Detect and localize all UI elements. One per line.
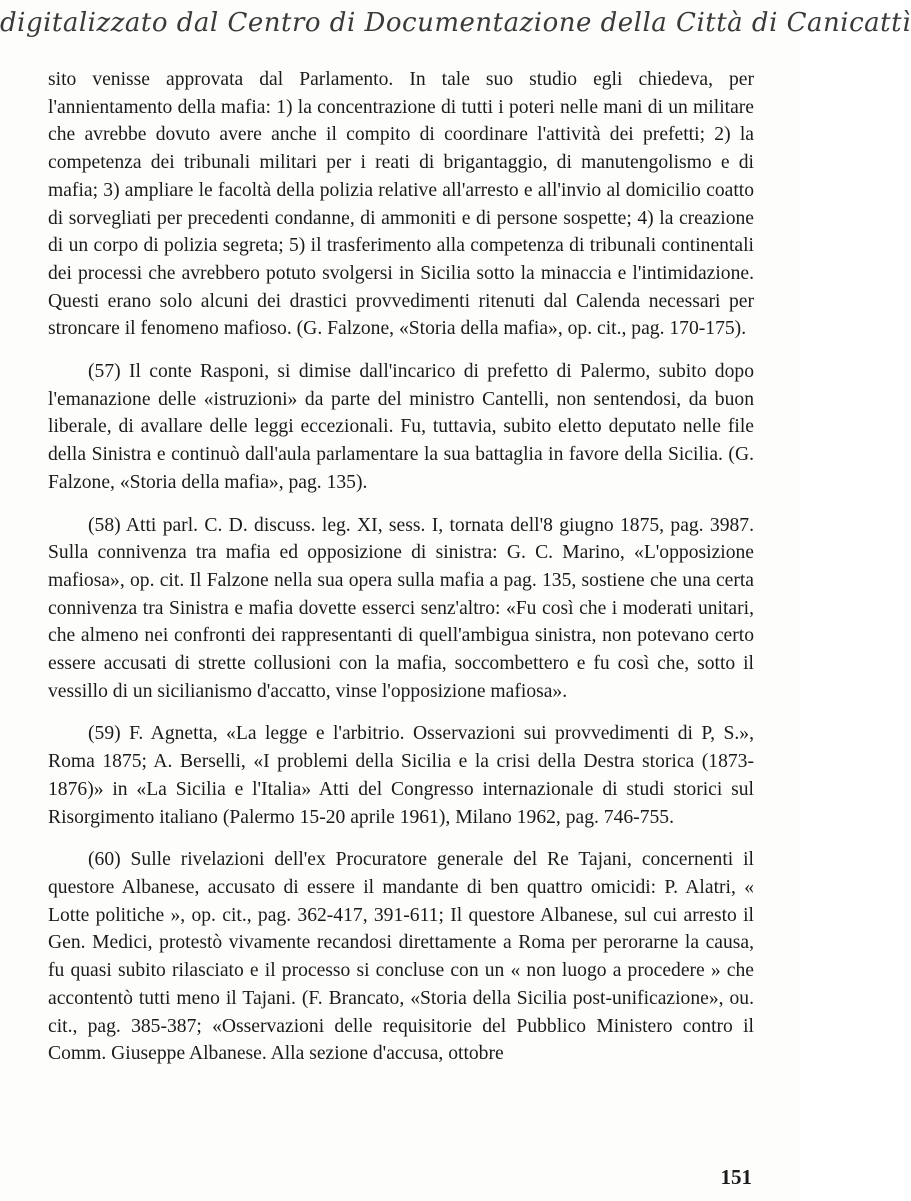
digitization-watermark: digitalizzato dal Centro di Documentazione della Città di Canicattì	[0, 8, 911, 38]
footnote-58: (58) Atti parl. C. D. discuss. leg. XI, sess. I, tornata dell'8 giugno 1875, pag. 3987. Sulla connivenza tra mafia ed opposizione di sinistra: G. C. Marino, «L'opposizione mafiosa», op. cit. Il Falzone nella sua opera sulla mafia a pag. 135, sostiene che una certa connivenza tra Sinistra e mafia dovette esserci senz'altro: «Fu così che i moderati unitari, che almeno nei confronti dei rappresentanti di quell'ambigua sinistra, non potevano certo essere accusati di strette collusioni con la mafia, soccombettero e fu così che, sotto il vessillo di un sicilianismo d'accatto, vinse l'opposizione mafiosa».	[48, 514, 754, 702]
footnote-59: (59) F. Agnetta, «La legge e l'arbitrio. Osservazioni sui provvedimenti di P, S.», Roma 1875; A. Berselli, «I problemi della Sicilia e la crisi della Destra storica (1873-1876)» in «La Sicilia e l'Italia» Atti del Congresso internazionale di studi storici sul Risorgimento italiano (Palermo 15-20 aprile 1961), Milano 1962, pag. 746-755.	[48, 723, 754, 828]
continued-paragraph: sito venisse approvata dal Parlamento. In tale suo studio egli chiedeva, per l'annientamento della mafia: 1) la concentrazione di tutti i poteri nelle mani di un militare che avrebbe dovuto avere anche il compito di coordinare l'attività dei prefetti; 2) la competenza dei tribunali militari per i reati di brigantaggio, di manutengolismo e di mafia; 3) ampliare le facoltà della polizia relative all'arresto e all'invio al domicilio coatto di sorvegliati per precedenti condanne, di ammoniti e di persone sospette; 4) la creazione di un corpo di polizia segreta; 5) il trasferimento alla competenza di tribunali continentali dei processi che avrebbero potuto svolgersi in Sicilia sotto la minaccia e l'intimidazione. Questi erano solo alcuni dei drastici provvedimenti ritenuti dal Calenda necessari per stroncare il fenomeno mafioso. (G. Falzone, «Storia della mafia», op. cit., pag. 170-175).	[48, 69, 754, 340]
footnote-60: (60) Sulle rivelazioni dell'ex Procuratore generale del Re Tajani, concernenti il questore Albanese, accusato di essere il mandante di ben quattro omicidi: P. Alatri, « Lotte politiche », op. cit., pag. 362-417, 391-611; Il questore Albanese, sul cui arresto il Gen. Medici, protestò vivamente recandosi direttamente a Roma per perorarne la causa, fu quasi subito rilasciato e il processo si concluse con un « non luogo a procedere » che accontentò tutti meno il Tajani. (F. Brancato, «Storia della Sicilia post-unificazione», ou. cit., pag. 385-387; «Osservazioni delle requisitorie del Pubblico Ministero contro il Comm. Giuseppe Albanese. Alla sezione d'accusa, ottobre	[48, 849, 754, 1065]
page-number: 151	[720, 1165, 752, 1189]
page-body	[48, 66, 754, 1068]
footnote-57: (57) Il conte Rasponi, si dimise dall'incarico di prefetto di Palermo, subito dopo l'emanazione delle «istruzioni» da parte del ministro Cantelli, non sentendosi, da buon liberale, di avallare delle leggi eccezionali. Fu, tuttavia, subito eletto deputato nelle file della Sinistra e continuò dall'aula parlamentare la sua battaglia in favore della Sicilia. (G. Falzone, «Storia della mafia», pag. 135).	[48, 361, 754, 493]
